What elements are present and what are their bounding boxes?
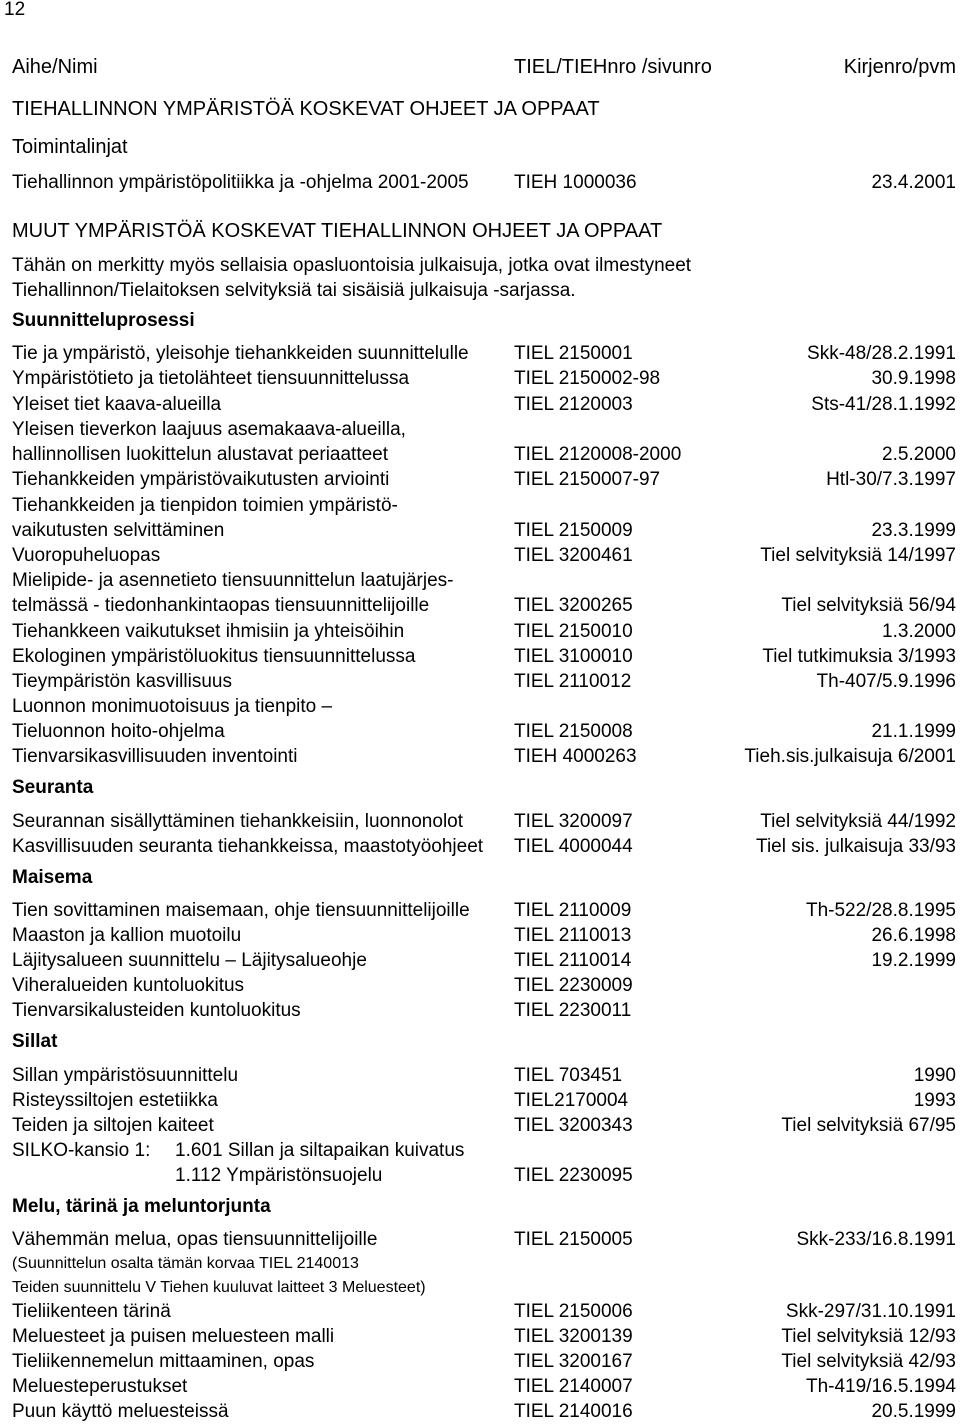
- doc-ref: 23.3.1999: [871, 520, 956, 541]
- doc-title-line: Yleisen tieverkon laajuus asemakaava-alueilla,: [12, 419, 406, 440]
- doc-ref: Tieh.sis.julkaisuja 6/2001: [744, 746, 956, 767]
- doc-title: Meluesteperustukset: [12, 1376, 188, 1397]
- doc-ref: 1990: [913, 1065, 956, 1086]
- doc-code: TIEL 2150008: [514, 721, 633, 742]
- doc-ref: 19.2.1999: [871, 950, 956, 971]
- doc-code: TIEL 703451: [514, 1065, 623, 1086]
- doc-ref: 30.9.1998: [871, 368, 956, 389]
- doc-row: [12, 670, 956, 694]
- doc-row: [12, 899, 956, 923]
- doc-title: Tie ja ympäristö, yleisohje tiehankkeiden suunnittelulle: [12, 343, 469, 364]
- doc-title: Teiden ja siltojen kaiteet: [12, 1115, 214, 1136]
- doc-code: TIEL 2230095: [514, 1165, 633, 1186]
- doc-row: [12, 1228, 956, 1252]
- doc-title: Ympäristötieto ja tietolähteet tiensuunnittelussa: [12, 368, 410, 389]
- doc-code: TIEH 1000036: [514, 172, 637, 193]
- doc-title: Tieliikenteen tärinä: [12, 1301, 171, 1322]
- doc-ref: 23.4.2001: [871, 172, 956, 193]
- doc-ref: 20.5.1999: [871, 1401, 956, 1422]
- doc-title-line: Mielipide- ja asennetieto tiensuunnittelun laatujärjes-: [12, 570, 454, 591]
- section-title-other: MUUT YMPÄRISTÖÄ KOSKEVAT TIEHALLINNON OHJEET JA OPPAAT: [12, 220, 663, 242]
- doc-ref: Tiel selvityksiä 12/93: [781, 1326, 956, 1347]
- replacement-note-2: Teiden suunnittelu V Tiehen kuuluvat laitteet 3 Meluesteet): [12, 1279, 426, 1296]
- doc-row: [12, 342, 956, 366]
- doc-row: [12, 1300, 956, 1324]
- doc-title: Tien sovittaminen maisemaan, ohje tiensuunnittelijoille: [12, 900, 470, 921]
- doc-code: TIEL 2150006: [514, 1301, 633, 1322]
- doc-ref: Tiel sis. julkaisuja 33/93: [756, 836, 956, 857]
- doc-ref: Th-522/28.8.1995: [805, 900, 956, 921]
- subheading-toimintalinjat: Toimintalinjat: [12, 136, 128, 158]
- doc-title: Tienvarsikasvillisuuden inventointi: [12, 746, 298, 767]
- doc-code: TIEL 2140016: [514, 1401, 633, 1422]
- doc-code: TIEL 2140007: [514, 1376, 633, 1397]
- doc-code: TIEL 3200343: [514, 1115, 633, 1136]
- doc-code: TIEH 4000263: [514, 746, 637, 767]
- doc-title: vaikutusten selvittäminen: [12, 520, 225, 541]
- doc-ref: Tiel selvityksiä 67/95: [781, 1115, 956, 1136]
- doc-title: Sillan ympäristösuunnittelu: [12, 1065, 239, 1086]
- doc-row: [12, 443, 956, 467]
- silko-item-title: 1.601 Sillan ja siltapaikan kuivatus: [175, 1140, 465, 1161]
- doc-title: hallinnollisen luokittelun alustavat periaatteet: [12, 444, 389, 465]
- doc-title: Kasvillisuuden seuranta tiehankkeissa, maastotyöohjeet: [12, 836, 484, 857]
- doc-title: Tieympäristön kasvillisuus: [12, 671, 232, 692]
- doc-code: TIEL 2230009: [514, 975, 633, 996]
- section-heading-sillat: Sillat: [12, 1031, 58, 1052]
- doc-ref: 1993: [913, 1090, 956, 1111]
- doc-code: TIEL 4000044: [514, 836, 633, 857]
- doc-title: Vähemmän melua, opas tiensuunnittelijoille: [12, 1229, 378, 1250]
- doc-title: Meluesteet ja puisen meluesteen malli: [12, 1326, 335, 1347]
- doc-title: Tiehankkeiden ympäristövaikutusten arviointi: [12, 469, 390, 490]
- doc-row: [12, 1114, 956, 1138]
- section-heading-melu: Melu, tärinä ja meluntorjunta: [12, 1196, 271, 1217]
- doc-row: [12, 1375, 956, 1399]
- doc-row: [12, 1350, 956, 1374]
- doc-title: Viheralueiden kuntoluokitus: [12, 975, 245, 996]
- doc-title: Puun käyttö meluesteissä: [12, 1401, 229, 1422]
- doc-code: TIEL 3100010: [514, 646, 633, 667]
- doc-row: [12, 519, 956, 543]
- doc-title-line: Luonnon monimuotoisuus ja tienpito –: [12, 696, 333, 717]
- doc-ref: 21.1.1999: [871, 721, 956, 742]
- doc-row: [12, 1400, 956, 1424]
- doc-row: [12, 171, 956, 195]
- doc-code: TIEL 2150005: [514, 1229, 633, 1250]
- doc-code: TIEL 2230011: [514, 1000, 632, 1021]
- doc-code: TIEL 2150007-97: [514, 469, 661, 490]
- doc-ref: Tiel selvityksiä 42/93: [781, 1351, 956, 1372]
- silko-row: [12, 1139, 956, 1163]
- doc-ref: Tiel selvityksiä 56/94: [781, 595, 956, 616]
- doc-ref: Skk-233/16.8.1991: [796, 1229, 956, 1250]
- section-heading-seuranta: Seuranta: [12, 777, 94, 798]
- doc-title: Ekologinen ympäristöluokitus tiensuunnittelussa: [12, 646, 416, 667]
- doc-title: telmässä - tiedonhankintaopas tiensuunnittelijoille: [12, 595, 430, 616]
- intro-line-1: Tähän on merkitty myös sellaisia opasluontoisia julkaisuja, jotka ovat ilmestyneet: [12, 255, 692, 276]
- doc-row: [12, 999, 956, 1023]
- doc-title: Vuoropuheluopas: [12, 545, 161, 566]
- replacement-note-1: (Suunnittelun osalta tämän korvaa TIEL 2140013: [12, 1255, 359, 1272]
- doc-ref: Tiel tutkimuksia 3/1993: [762, 646, 956, 667]
- section-heading-maisema: Maisema: [12, 867, 93, 888]
- section-title-main: TIEHALLINNON YMPÄRISTÖÄ KOSKEVAT OHJEET JA OPPAAT: [12, 98, 600, 120]
- doc-title: Yleiset tiet kaava-alueilla: [12, 394, 222, 415]
- doc-code: TIEL 2120003: [514, 394, 633, 415]
- doc-ref: Th-419/16.5.1994: [805, 1376, 956, 1397]
- doc-row: [12, 544, 956, 568]
- doc-code: TIEL 2110013: [514, 925, 632, 946]
- doc-code: TIEL 3200461: [514, 545, 633, 566]
- doc-title: Tieluonnon hoito-ohjelma: [12, 721, 225, 742]
- doc-row: [12, 367, 956, 391]
- silko-item-title: 1.112 Ympäristönsuojelu: [175, 1165, 383, 1186]
- doc-code: TIEL 3200265: [514, 595, 633, 616]
- doc-ref: Skk-297/31.10.1991: [785, 1301, 956, 1322]
- doc-title: Risteyssiltojen estetiikka: [12, 1090, 218, 1111]
- intro-line-2: Tiehallinnon/Tielaitoksen selvityksiä tai sisäisiä julkaisuja -sarjassa.: [12, 280, 576, 301]
- doc-row: [12, 468, 956, 492]
- doc-code: TIEL 3200139: [514, 1326, 633, 1347]
- doc-code: TIEL 3200097: [514, 811, 633, 832]
- doc-title: Tiehankkeen vaikutukset ihmisiin ja yhteisöihin: [12, 621, 405, 642]
- doc-code: TIEL 2110012: [514, 671, 632, 692]
- doc-row: [12, 393, 956, 417]
- doc-code: TIEL 2110014: [514, 950, 632, 971]
- doc-row: [12, 835, 956, 859]
- column-header-row: [12, 55, 956, 79]
- doc-ref: Th-407/5.9.1996: [816, 671, 956, 692]
- doc-code: TIEL 3200167: [514, 1351, 633, 1372]
- doc-row: [12, 1089, 956, 1113]
- doc-code: TIEL 2150009: [514, 520, 633, 541]
- doc-title: Tieliikennemelun mittaaminen, opas: [12, 1351, 315, 1372]
- doc-title: Maaston ja kallion muotoilu: [12, 925, 242, 946]
- doc-row: [12, 810, 956, 834]
- doc-row: [12, 645, 956, 669]
- doc-code: TIEL 2150010: [514, 621, 633, 642]
- page-number: 12: [4, 0, 26, 20]
- doc-ref: 26.6.1998: [871, 925, 956, 946]
- doc-row: [12, 949, 956, 973]
- doc-row: [12, 720, 956, 744]
- doc-row: [12, 745, 956, 769]
- doc-row: [12, 620, 956, 644]
- doc-ref: Tiel selvityksiä 44/1992: [760, 811, 956, 832]
- silko-row: [12, 1164, 956, 1188]
- doc-code: TIEL2170004: [514, 1090, 629, 1111]
- doc-title-line: Tiehankkeiden ja tienpidon toimien ympäristö-: [12, 495, 398, 516]
- doc-title: Tienvarsikalusteiden kuntoluokitus: [12, 1000, 301, 1021]
- doc-title: Tiehallinnon ympäristöpolitiikka ja -ohjelma 2001-2005: [12, 172, 469, 193]
- section-heading-suunnittelu: Suunnitteluprosessi: [12, 310, 195, 331]
- doc-title: Seurannan sisällyttäminen tiehankkeisiin, luonnonolot: [12, 811, 464, 832]
- silko-label: SILKO-kansio 1:: [12, 1140, 151, 1161]
- column-header-ref: Kirjenro/pvm: [843, 56, 956, 78]
- doc-ref: 2.5.2000: [882, 444, 956, 465]
- doc-ref: Skk-48/28.2.1991: [807, 343, 956, 364]
- doc-ref: Sts-41/28.1.1992: [811, 394, 956, 415]
- doc-code: TIEL 2110009: [514, 900, 632, 921]
- doc-row: [12, 924, 956, 948]
- doc-code: TIEL 2150002-98: [514, 368, 661, 389]
- doc-row: [12, 1064, 956, 1088]
- doc-row: [12, 974, 956, 998]
- doc-code: TIEL 2150001: [514, 343, 633, 364]
- doc-ref: 1.3.2000: [882, 621, 956, 642]
- column-header-code: TIEL/TIEHnro /sivunro: [514, 56, 712, 78]
- column-header-topic: Aihe/Nimi: [12, 56, 98, 78]
- doc-row: [12, 1325, 956, 1349]
- doc-ref: Htl-30/7.3.1997: [826, 469, 956, 490]
- doc-ref: Tiel selvityksiä 14/1997: [760, 545, 956, 566]
- doc-code: TIEL 2120008-2000: [514, 444, 682, 465]
- doc-row: [12, 594, 956, 618]
- doc-title: Läjitysalueen suunnittelu – Läjitysalueohje: [12, 950, 367, 971]
